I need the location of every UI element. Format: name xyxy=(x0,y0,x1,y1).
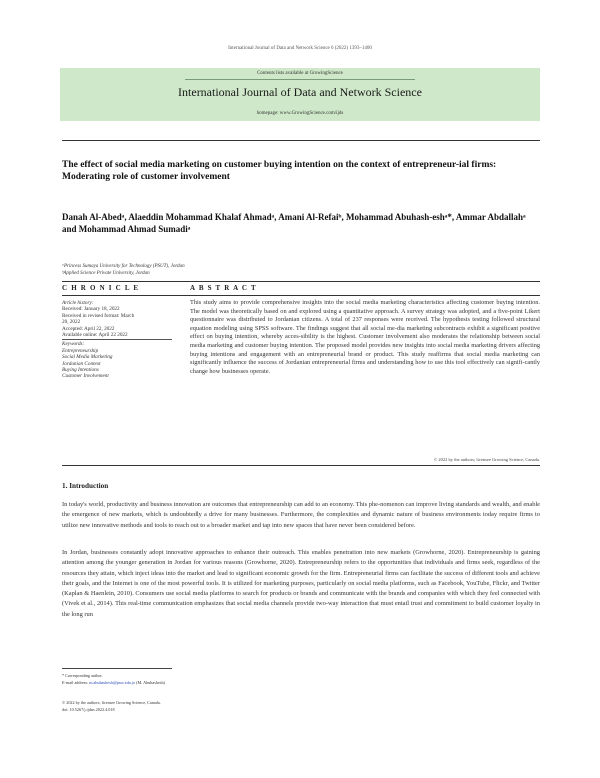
intro-paragraph-1: In today's world, productivity and business innovation are outcomes that entrepreneurship can add to an economy. This phe-nomenon can improve living standards and wealth, and enable the emergence of new markets, which is undoubtedly a drive for many businesses. Furthermore, the complexities and dynamic nature of business environments today require firms to utilize new innovative methods and tools to reach out to a broader market and tap into new spaces that have never been considered before. xyxy=(62,501,540,529)
abstract-bottom-divider xyxy=(62,465,540,466)
keyword-item: Social Media Marketing xyxy=(62,354,113,361)
history-label: Article history: xyxy=(62,300,94,306)
keywords-label: Keywords: xyxy=(62,341,85,348)
revised-date-cont: 20, 2022 xyxy=(62,319,81,326)
email-footnote xyxy=(62,680,165,685)
footer-copyright: © 2022 by the authors; licensee Growing Science, Canada. xyxy=(62,700,161,705)
intro-paragraph-2: In Jordan, businesses constantly adopt innovative approaches to enhance their outreach. This enables penetration into new markets (Growhorne, 2020). Entrepreneurship is gaining attention among the younger generation in Jordan for various reasons (Growhorne, 2020). Entrepreneurship refers to the opportunities that individuals and firms seek, regardless of the resources they attain, which inject ideas into the market and lead to significant economic growth for the firm. Entrepreneurial firms can facilitate the success of different tools and achieve their goals, and the Internet is one of the most powerful tools. It is utilized for marketing purposes, particularly on social media platforms, such as Facebook, YouTube, Flickr, and Twitter (Kaplan & Haenlein, 2010). Consumers use social media platforms to search for products or brands and communicate with the brands and companies with which they feel connected with (Vivek et al., 2014). This real-time communication emphasizes that social media channels provide two-way interaction that must entail trust and commitment to build customer loyalty in the long run xyxy=(62,549,540,618)
keywords-divider xyxy=(62,339,172,340)
received-date: Received: January 18, 2022 xyxy=(62,306,120,313)
header-divider xyxy=(62,140,540,141)
section-heading-divider xyxy=(62,295,540,296)
abstract-heading: A B S T R A C T xyxy=(190,284,257,292)
online-date: Available online: April 22 2022 xyxy=(62,332,128,339)
article-info xyxy=(62,300,172,380)
banner-contents-line: Contents lists available at GrowingScience xyxy=(257,71,343,76)
revised-date: Received in revised format: March xyxy=(62,312,135,319)
abstract-text: This study aims to provide comprehensive insights into the social media marketing characteristics affecting customer buying intention. The model was theoretically based on and explored using a quantitative approach. A survey strategy was adopted, and a five-point Likert questionnaire was distributed to Jordanian citizens. A total of 237 responses were received. The hypothesis testing followed structural equation modeling using SPSS software. The findings suggest that all social me-dia marketing subcontracts exhibit a significant positive effect on buying intention, whereby acces-sibility is the highest. Customer involvement also moderates the relationship between social media marketing and customer buying intention. The proposed model provides new insights into social media marketing drivers affecting buying intentions and engagement with an entrepreneurial brand or product. This study reaffirms that social media marketing can significantly influence the success of Jordanian entrepreneurial firms and understanding how to use this tool effectively can signifi-cantly change how businesses operate. xyxy=(190,299,540,375)
chronicle-heading: C H R O N I C L E xyxy=(62,284,140,292)
journal-homepage-link[interactable]: homepage: www.GrowingScience.com/ijds xyxy=(256,111,344,116)
abstract-copyright: © 2022 by the authors; licensee Growing Science, Canada. xyxy=(433,457,540,462)
footer-doi: doi: 10.5267/j.ijdns.2022.4.018 xyxy=(62,707,115,712)
accepted-date: Accepted: April 22, 2022 xyxy=(62,325,115,332)
introduction-heading: 1. Introduction xyxy=(62,482,109,490)
journal-title: International Journal of Data and Network Science xyxy=(178,85,422,99)
affiliation-a: ᵃPrincess Sumaya University for Technology (PSUT), Jordan xyxy=(62,264,185,269)
email-owner: (M. Abuhashesh) xyxy=(135,680,165,685)
footnote-divider xyxy=(62,668,172,669)
corresponding-author-note: * Corresponding author. xyxy=(62,673,103,678)
banner-divider xyxy=(185,79,415,80)
paper-title: The effect of social media marketing on customer buying intention on the context of entrepreneur-ial firms: Moderating role of customer involvement xyxy=(62,160,497,182)
keyword-item: Entrepreneurship xyxy=(62,347,99,354)
running-head: International Journal of Data and Network Science 6 (2022) 1393–1400 xyxy=(228,46,372,51)
author-list: Danah Al-Abedᵃ, Alaeddin Mohammad Khalaf Ahmadᵃ, Amani Al-Refaiᵇ, Mohammad Abuhash-eshᵃ*, Ammar Abdallahᵃ and Mohammad Ahmad Sumadiᵃ xyxy=(62,212,526,234)
keyword-item: Customer Involvement xyxy=(62,373,109,380)
affiliation-b: ᵇApplied Science Private University, Jordan xyxy=(62,271,150,276)
section-top-divider xyxy=(62,281,540,282)
email-label: E-mail address: xyxy=(62,680,90,685)
keyword-item: Buying Intentions xyxy=(62,367,99,374)
email-link[interactable]: m.abuhashesh@psut.edu.jo xyxy=(89,680,136,685)
keyword-item: Jordanian Context xyxy=(62,360,101,367)
